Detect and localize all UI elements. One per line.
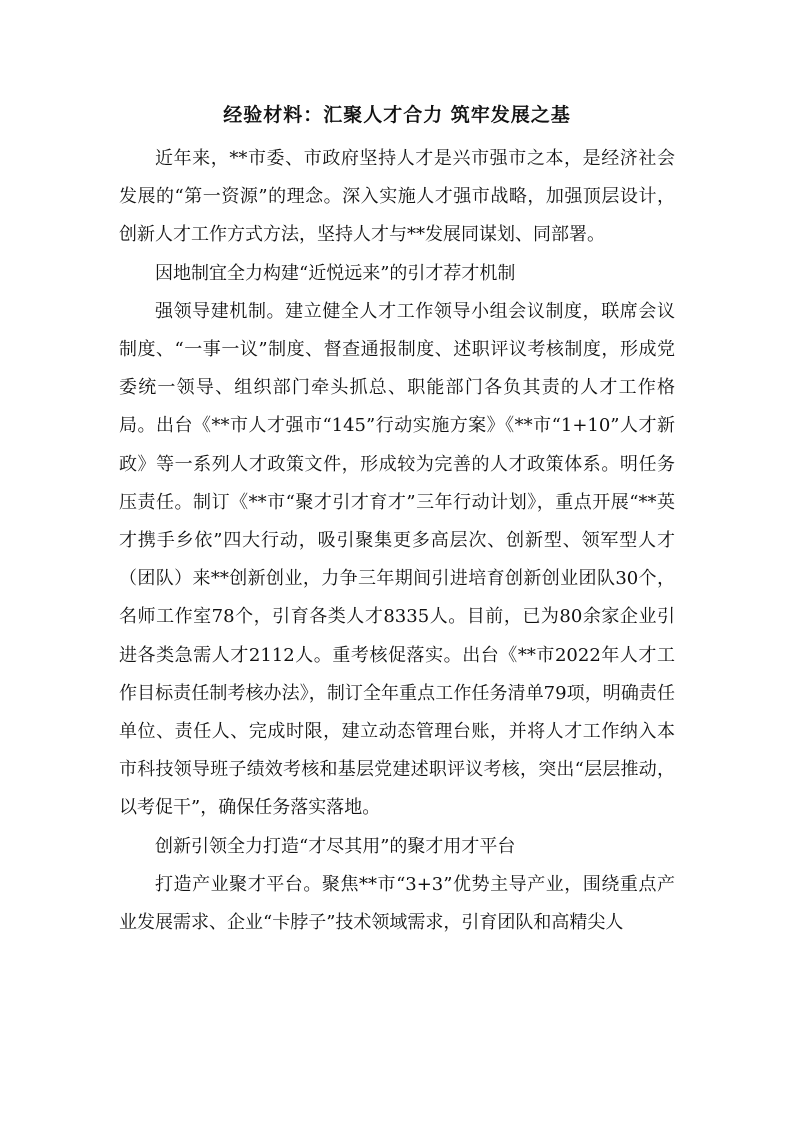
section-heading-1: 因地制宜全力构建“近悦远来”的引才荐才机制	[155, 262, 516, 284]
section-1-paragraph: 强领导建机制。建立健全人才工作领导小组会议制度，联席会议制度、“一事一议”制度、督查通报制度、述职评议考核制度，形成党委统一领导、组织部门牵头抓总、职能部门各负其责的人才工作格局。出台《**市人才强市“145”行动实施方案》《**市“1+10”人才新政》等一系列人才政策文件，形成较为完善的人才政策体系。明任务压责任。制订《**市“聚才引才育才”三年行动计划》，重点开展“**英才携手乡依”四大行动，吸引聚集更多高层次、创新型、领军型人才（团队）来**创新创业，力争三年期间引进培育创新创业团队30个，名师工作室78个，引育各类人才8335人。目前，已为80余家企业引进各类急需人才2112人。重考核促落实。出台《**市2022年人才工作目标责任制考核办法》，制订全年重点工作任务清单79项，明确责任单位、责任人、完成时限，建立动态管理台账，并将人才工作纳入本市科技领导班子绩效考核和基层党建述职评议考核，突出“层层推动，以考促干”，确保任务落实落地。	[119, 300, 675, 819]
document-body	[119, 140, 675, 942]
document-title: 经验材料：汇聚人才合力 筑牢发展之基	[223, 104, 571, 126]
intro-paragraph: 近年来，**市委、市政府坚持人才是兴市强市之本，是经济社会发展的“第一资源”的理念。深入实施人才强市战略，加强顶层设计，创新人才工作方式方法，坚持人才与**发展同谋划、同部署。	[119, 148, 675, 246]
section-2-paragraph: 打造产业聚才平台。聚焦**市“3+3”优势主导产业，围绕重点产业发展需求、企业“卡脖子”技术领域需求，引育团队和高精尖人	[119, 873, 675, 934]
section-heading-2: 创新引领全力打造“才尽其用”的聚才用才平台	[155, 835, 516, 857]
document-page	[119, 0, 675, 1122]
